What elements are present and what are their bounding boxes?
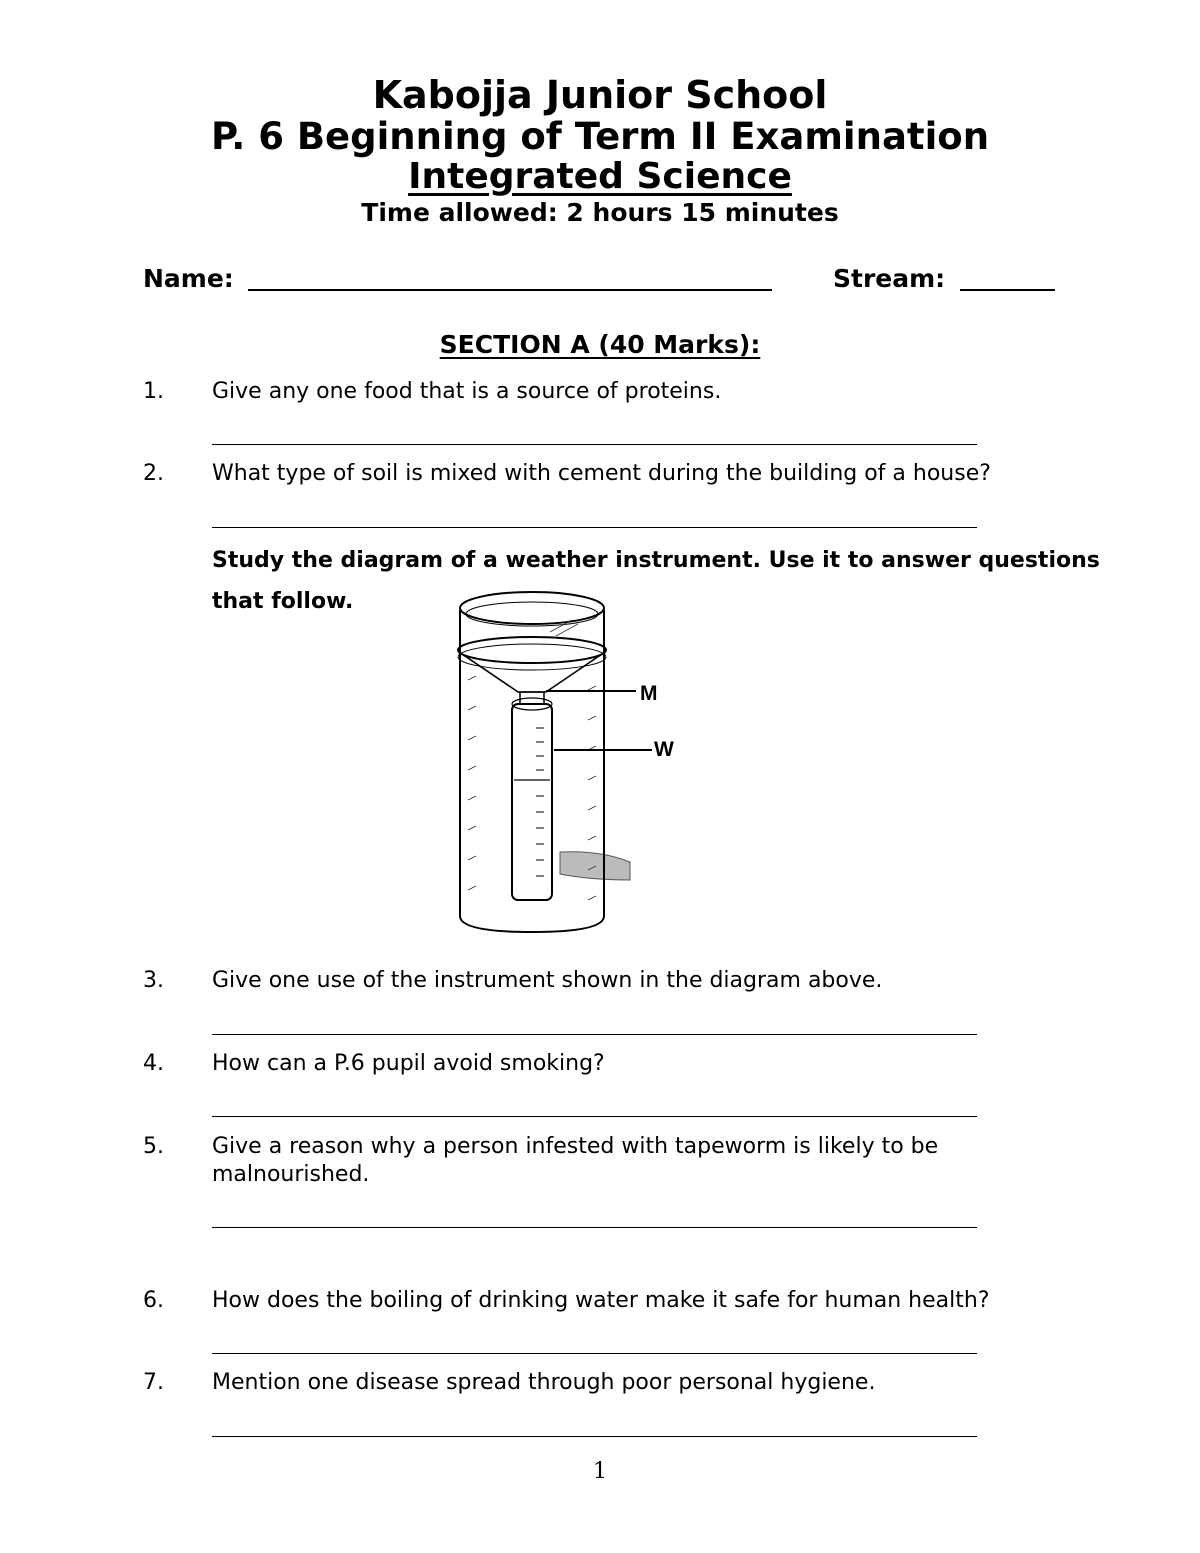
label-m: M	[640, 682, 658, 705]
name-label: Name:	[143, 264, 234, 293]
question-4-number: 4.	[143, 1051, 164, 1076]
question-5-number: 5.	[143, 1134, 164, 1159]
time-allowed: Time allowed: 2 hours 15 minutes	[361, 198, 839, 227]
subject-title-text: Integrated Science	[408, 156, 792, 197]
stream-label: Stream:	[833, 264, 946, 293]
stream-field[interactable]	[960, 289, 1055, 291]
question-6-number: 6.	[143, 1288, 164, 1313]
answer-line-1[interactable]	[212, 444, 977, 445]
rain-gauge-diagram	[440, 580, 700, 940]
name-field[interactable]	[248, 289, 772, 291]
section-title	[0, 328, 1200, 362]
diagram-instruction: Study the diagram of a weather instrument. Use it to answer questions that follow.	[212, 548, 1100, 614]
subject-title	[0, 154, 1200, 200]
question-2-text: What type of soil is mixed with cement during the building of a house?	[212, 461, 991, 486]
question-1-text: Give any one food that is a source of proteins.	[212, 379, 722, 404]
answer-line-7[interactable]	[212, 1436, 977, 1437]
answer-line-2[interactable]	[212, 527, 977, 528]
school-name: Kabojja Junior School	[372, 73, 828, 117]
answer-line-6[interactable]	[212, 1353, 977, 1354]
label-w: W	[654, 738, 674, 761]
question-1-number: 1.	[143, 379, 164, 404]
question-4-text: How can a P.6 pupil avoid smoking?	[212, 1051, 605, 1076]
question-7-number: 7.	[143, 1370, 164, 1395]
page-number: 1	[593, 1459, 607, 1484]
section-title-text: SECTION A (40 Marks):	[439, 330, 761, 359]
question-3-number: 3.	[143, 968, 164, 993]
exam-title: P. 6 Beginning of Term II Examination	[210, 115, 990, 158]
answer-line-5[interactable]	[212, 1227, 977, 1228]
question-2-number: 2.	[143, 461, 164, 486]
question-7-text: Mention one disease spread through poor personal hygiene.	[212, 1370, 876, 1395]
question-6-text: How does the boiling of drinking water make it safe for human health?	[212, 1288, 990, 1313]
question-5-text: Give a reason why a person infested with tapeworm is likely to be malnourished.	[212, 1134, 939, 1187]
answer-line-3[interactable]	[212, 1034, 977, 1035]
answer-line-4[interactable]	[212, 1116, 977, 1117]
question-3-text: Give one use of the instrument shown in the diagram above.	[212, 968, 883, 993]
